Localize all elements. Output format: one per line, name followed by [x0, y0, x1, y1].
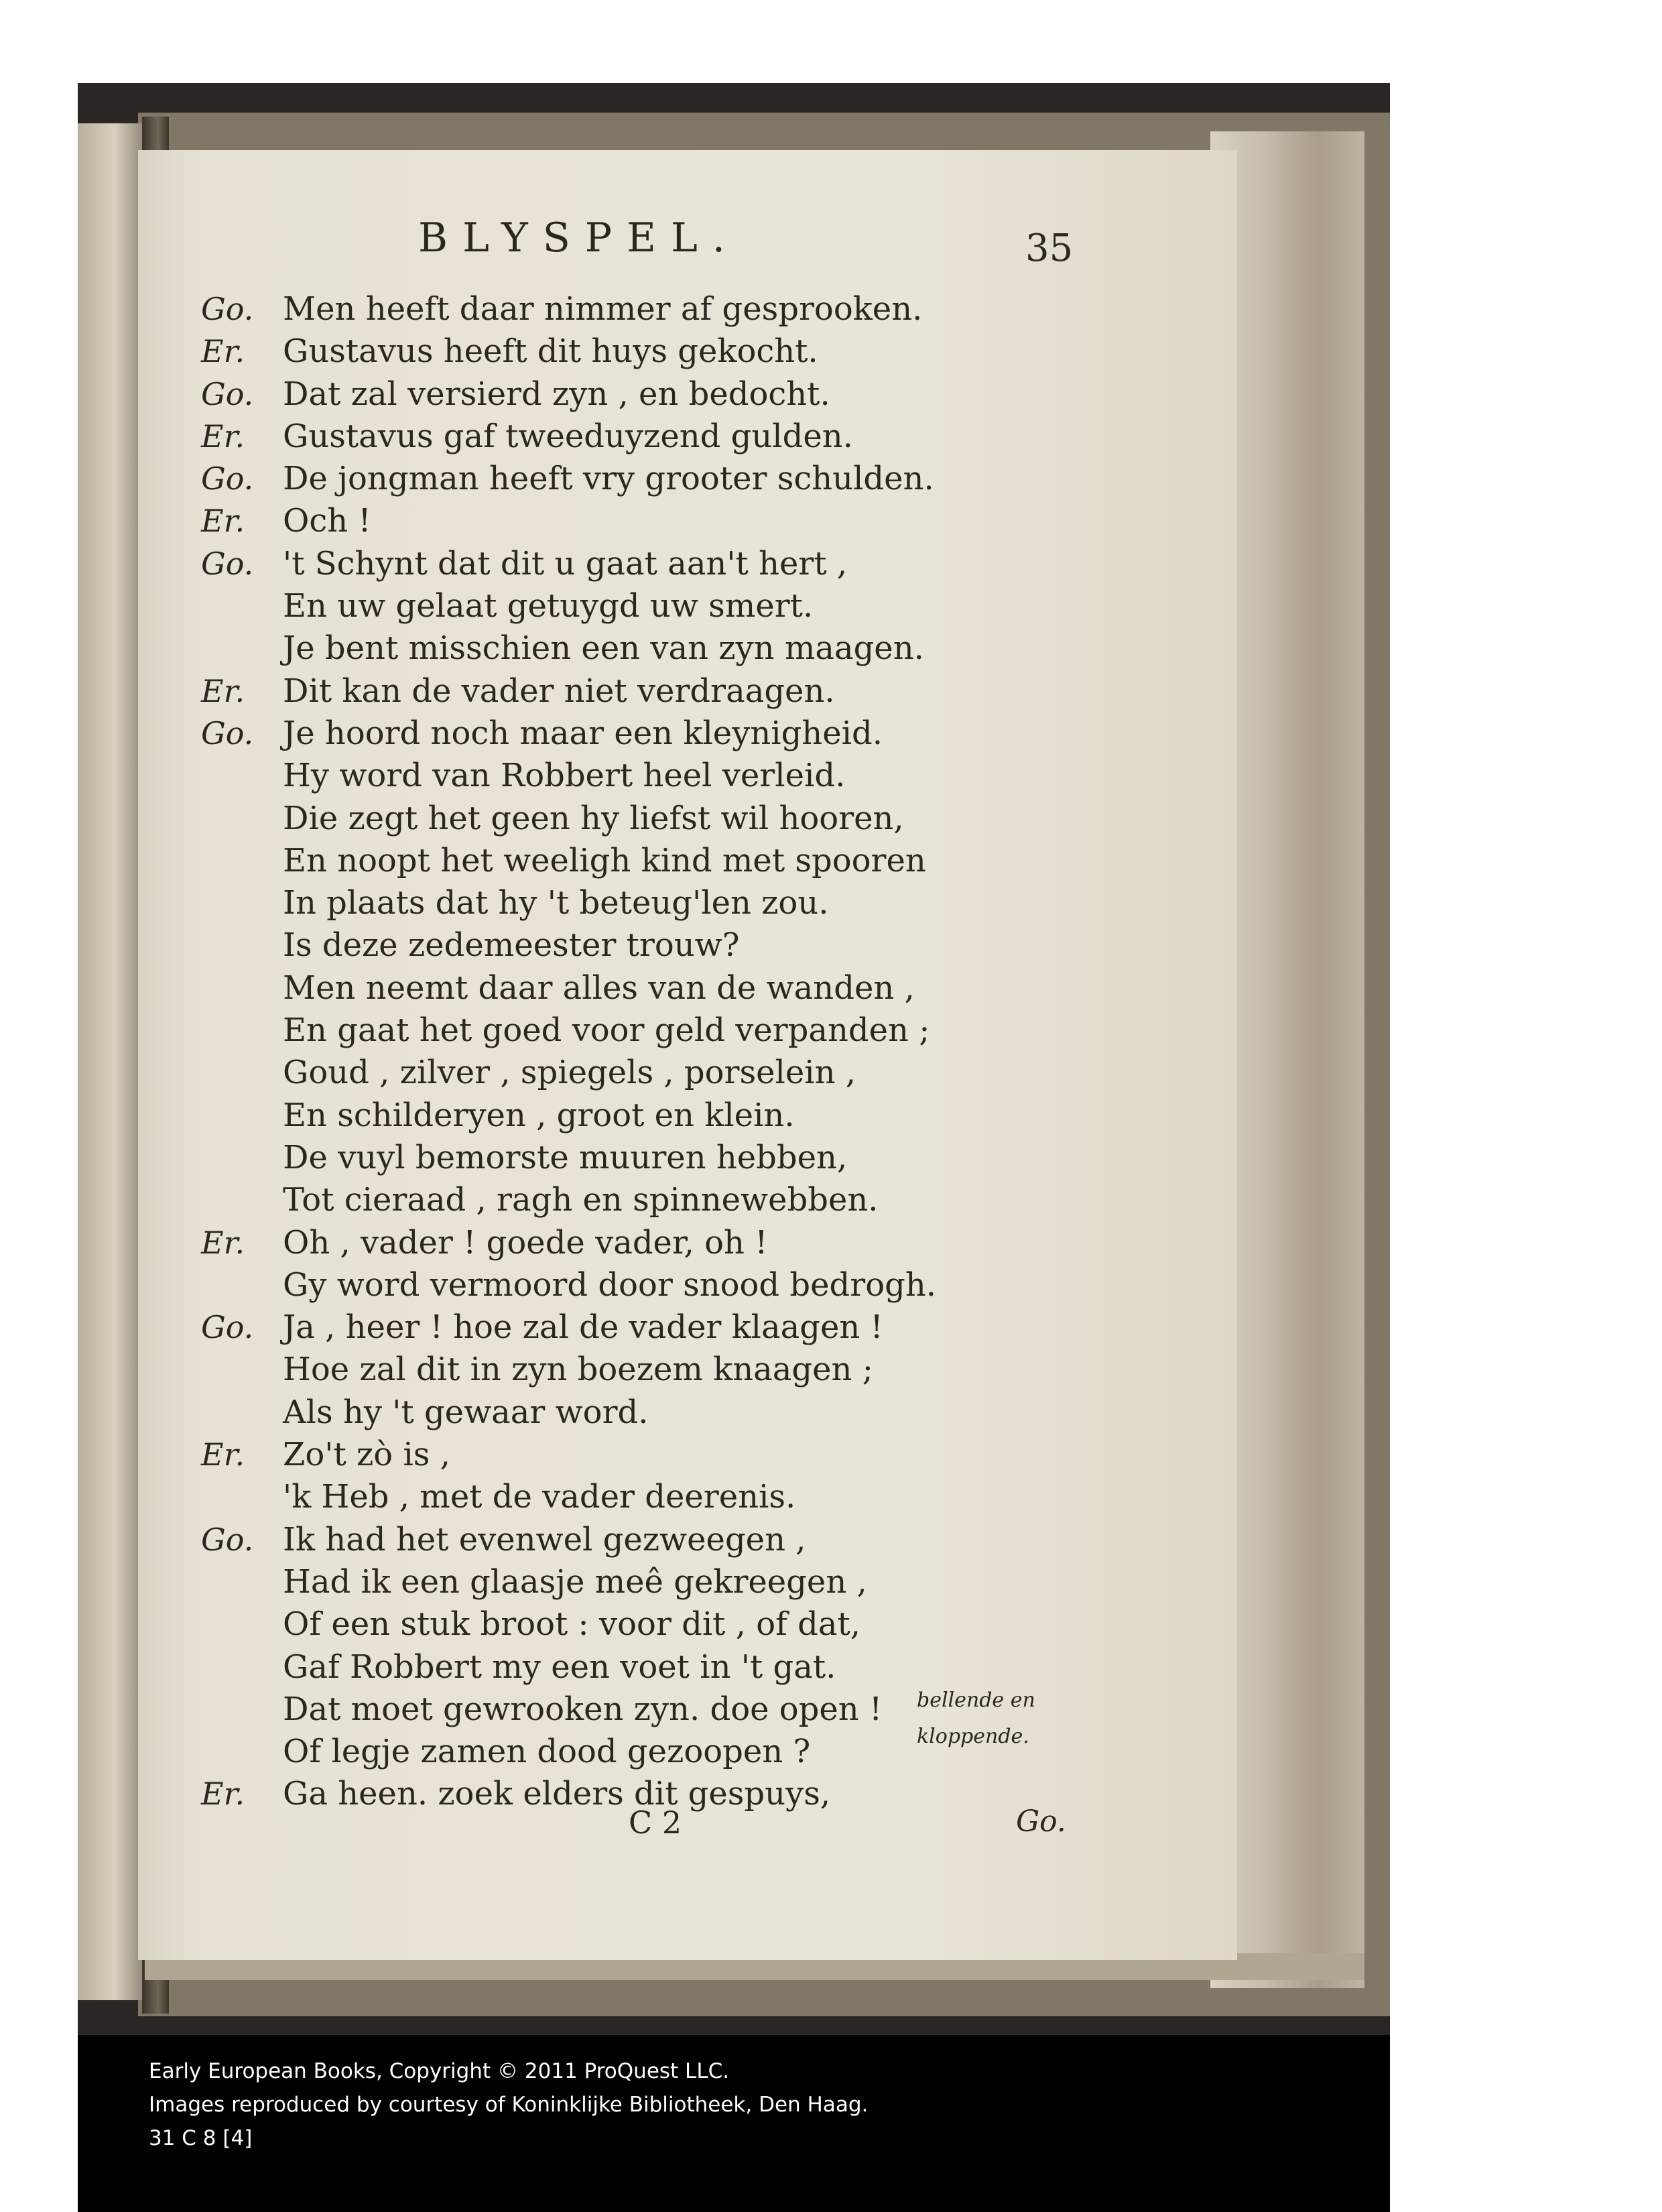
verse-text: En uw gelaat getuygd uw smert.	[283, 587, 814, 625]
verse-text: Je hoord noch maar een kleynigheid.	[283, 714, 883, 752]
verse-text: Dat zal versierd zyn , en bedocht.	[283, 375, 830, 413]
verse-text: 't Schynt dat dit u gaat aan't hert ,	[283, 544, 848, 582]
verse-text: Zo't zò is ,	[283, 1436, 450, 1474]
verse-line	[201, 1519, 1072, 1561]
speaker-label: Go.	[201, 1521, 254, 1558]
verse-line	[201, 713, 1072, 755]
speaker-label: Er.	[201, 1776, 245, 1812]
signature-mark: C 2	[629, 1804, 682, 1841]
verse-text: 'k Heb , met de vader deerenis.	[283, 1478, 796, 1516]
stage-direction-line: bellende en	[917, 1688, 1035, 1712]
verse-line	[201, 1306, 1072, 1349]
speaker-label: Go.	[201, 1309, 254, 1346]
verse-line	[201, 1434, 1072, 1476]
verse-text: Of legje zamen dood gezoopen ?	[283, 1733, 811, 1771]
verse-line	[201, 288, 1072, 330]
verse-line	[201, 1179, 1072, 1221]
verse-text: Is deze zedemeester trouw?	[283, 926, 740, 965]
verse-text: Gustavus gaf tweeduyzend gulden.	[283, 417, 853, 455]
verse-line	[201, 1561, 1072, 1603]
copyright-caption	[78, 2035, 1390, 2212]
verse-text: Gaf Robbert my een voet in 't gat.	[283, 1648, 836, 1686]
verse-text: Men heeft daar nimmer af gesprooken.	[283, 290, 923, 328]
speaker-label: Er.	[201, 1224, 245, 1261]
verse-line	[201, 924, 1072, 967]
stage-direction	[917, 1682, 1035, 1755]
verse-line	[201, 967, 1072, 1009]
verse-line	[201, 1392, 1072, 1434]
verse-text: Die zegt het geen hy liefst wil hooren,	[283, 799, 904, 837]
speaker-label: Go.	[201, 291, 254, 327]
verse-line	[201, 755, 1072, 797]
verse-text: Och !	[283, 502, 371, 540]
verse-line	[201, 330, 1072, 373]
verse-text: Gustavus heeft dit huys gekocht.	[283, 332, 818, 371]
verse-text: Oh , vader ! goede vader, oh !	[283, 1223, 768, 1262]
verse-line	[201, 1222, 1072, 1264]
verse-line	[201, 1052, 1072, 1094]
facing-page-edge	[78, 123, 145, 2000]
speaker-label: Er.	[201, 672, 245, 709]
caption-copyright: Early European Books, Copyright © 2011 ProQuest LLC.	[149, 2059, 730, 2083]
verse-line	[201, 585, 1072, 627]
verse-line	[201, 373, 1072, 416]
stage-direction-line: kloppende.	[917, 1725, 1029, 1748]
verse-line	[201, 670, 1072, 713]
verse-text: Gy word vermoord door snood bedrogh.	[283, 1266, 936, 1304]
verse-text: Als hy 't gewaar word.	[283, 1393, 649, 1431]
speaker-label: Go.	[201, 460, 254, 497]
caption-credit: Images reproduced by courtesy of Koninklijke Bibliotheek, Den Haag.	[149, 2093, 869, 2117]
speaker-label: Er.	[201, 503, 245, 540]
verse-text: Hy word van Robbert heel verleid.	[283, 757, 846, 795]
verse-text: Goud , zilver , spiegels , porselein ,	[283, 1054, 856, 1092]
catchword: Go.	[1016, 1804, 1066, 1839]
verse-text: De jongman heeft vry grooter schulden.	[283, 460, 934, 498]
verse-line	[201, 882, 1072, 924]
speaker-label: Er.	[201, 1436, 245, 1473]
speaker-label: Er.	[201, 333, 245, 370]
verse-line	[201, 798, 1072, 840]
verse-text: Ik had het evenwel gezweegen ,	[283, 1520, 806, 1558]
verse-line	[201, 416, 1072, 458]
verse-line	[201, 1349, 1072, 1391]
verse-text: Dit kan de vader niet verdraagen.	[283, 672, 835, 710]
verse-text: Had ik een glaasje meê gekreegen ,	[283, 1562, 867, 1601]
verse-text: Tot cieraad , ragh en spinnewebben.	[283, 1181, 879, 1219]
verse-text: En noopt het weeligh kind met spooren	[283, 841, 926, 879]
verse-line	[201, 627, 1072, 670]
verse-text: Ga heen. zoek elders dit gespuys,	[283, 1775, 831, 1813]
speaker-label: Go.	[201, 715, 254, 751]
speaker-label: Go.	[201, 545, 254, 582]
verse-text: Of een stuk broot : voor dit , of dat,	[283, 1605, 861, 1644]
verse-line	[201, 1603, 1072, 1646]
speaker-label: Er.	[201, 418, 245, 454]
verse-line	[201, 840, 1072, 882]
verse-text: Dat moet gewrooken zyn. doe open !	[283, 1690, 883, 1728]
speaker-label: Go.	[201, 375, 254, 412]
verse-text: Hoe zal dit in zyn boezem knaagen ;	[283, 1351, 873, 1389]
verse-text: Ja , heer ! hoe zal de vader klaagen !	[283, 1308, 883, 1347]
verse-line	[201, 543, 1072, 585]
verse-line	[201, 1009, 1072, 1052]
verse-line	[201, 1137, 1072, 1179]
verse-text: En gaat het goed voor geld verpanden ;	[283, 1011, 930, 1050]
running-title: BLYSPEL.	[418, 214, 740, 261]
verse-line	[201, 1095, 1072, 1137]
verse-line	[201, 500, 1072, 542]
verse-line	[201, 1264, 1072, 1306]
verse-text: Men neemt daar alles van de wanden ,	[283, 969, 915, 1007]
verse-line	[201, 1476, 1072, 1518]
caption-shelfmark: 31 C 8 [4]	[149, 2126, 253, 2150]
verse-text: De vuyl bemorste muuren hebben,	[283, 1138, 848, 1176]
verse-text: En schilderyen , groot en klein.	[283, 1096, 795, 1134]
dialogue-text	[201, 288, 1072, 1816]
verse-line	[201, 458, 1072, 500]
page-number: 35	[1025, 227, 1074, 270]
verse-text: Je bent misschien een van zyn maagen.	[283, 629, 924, 668]
verse-text: In plaats dat hy 't beteug'len zou.	[283, 884, 829, 922]
